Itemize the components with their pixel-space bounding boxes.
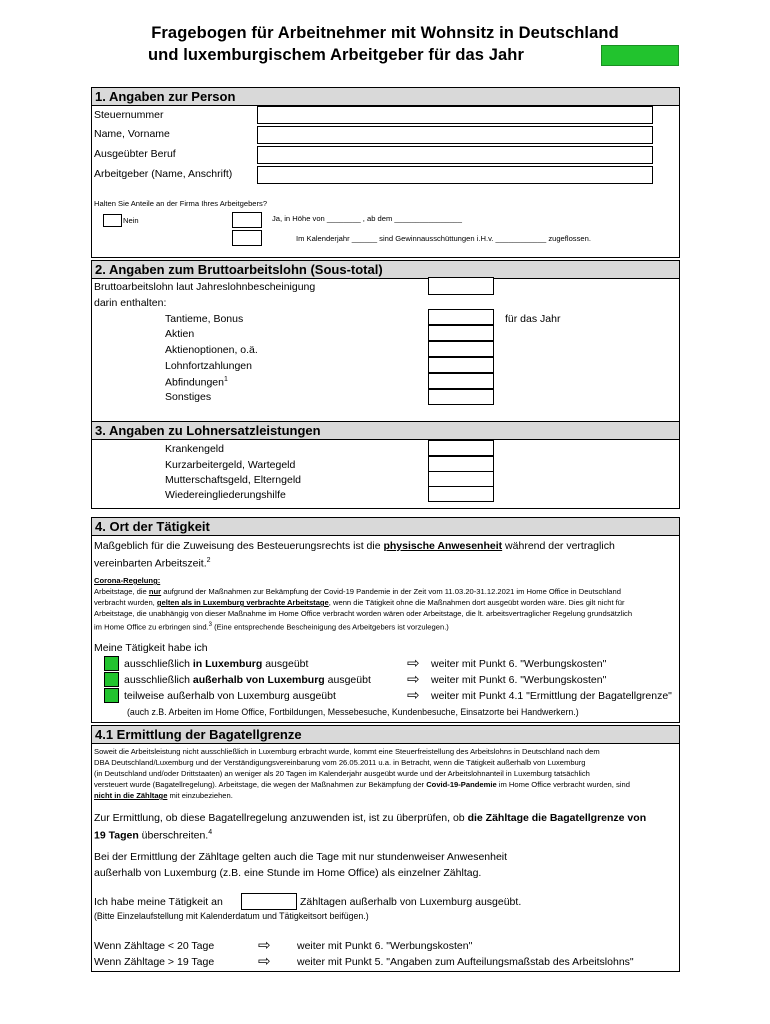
brutto-label: Bruttoarbeitslohn laut Jahreslohnbescheinigung <box>94 281 316 293</box>
bagatell-text-line5: nicht in die Zähltage mit einzubeziehen. <box>94 791 233 800</box>
fuer-das-jahr-label: für das Jahr <box>505 313 561 325</box>
sonstiges-label: Sonstiges <box>165 391 212 403</box>
right-arrow-icon: ⇨ <box>258 937 271 954</box>
massgeblich-line2: vereinbarten Arbeitszeit.$^2$ <box>94 557 211 570</box>
ermittlung-line1: Zur Ermittlung, ob diese Bagatellregelung anzuwenden ist, ist zu überprüfen, ob die Zähltage die Bagatellgrenze von <box>94 812 647 824</box>
beruf-field[interactable] <box>257 146 653 164</box>
zaehltage-field[interactable] <box>241 893 297 910</box>
steuernummer-label: Steuernummer <box>94 109 164 121</box>
bagatell-text-line3: (in Deutschland und/oder Drittstaaten) an weniger als 20 Tagen im Kalenderjahr ausgeübt wurde und der Arbeitslohnanteil in Luxemburg tatsächlich <box>94 769 590 778</box>
right-arrow-icon: ⇨ <box>258 953 271 970</box>
lohnfortzahlungen-field[interactable] <box>428 357 494 373</box>
nein-label: Nein <box>123 216 139 225</box>
meine-taetigkeit-label: Meine Tätigkeit habe ich <box>94 642 208 654</box>
corona-line3: Arbeitstage, die unabhängig von dieser Maßnahme im Home Office verbracht worden wären oder Arbeitstage, die lt. arbeitsvertraglicher Regelung grundsätzlich <box>94 609 633 618</box>
krankengeld-label: Krankengeld <box>165 443 224 455</box>
wiedereingliederung-field[interactable] <box>428 486 494 502</box>
wenn-groesser-19: Wenn Zähltage > 19 Tage <box>94 956 215 968</box>
aktien-field[interactable] <box>428 325 494 341</box>
bagatell-text-line2: DBA Deutschland/Luxemburg und der Verständigungsvereinbarung vom 26.05.2011 u.a. in Betracht, wenn die Tätigkeit außerhalb von Luxemburg <box>94 758 586 767</box>
stundenweise-line1: Bei der Ermittlung der Zähltage gelten auch die Tage mit nur stundenweiser Anwesenheit <box>94 851 508 863</box>
tantieme-label: Tantieme, Bonus <box>165 313 244 325</box>
kurzarbeitergeld-label: Kurzarbeitergeld, Wartegeld <box>165 459 296 471</box>
stundenweise-line2: außerhalb von Luxemburg (z.B. eine Stunde im Home Office) als einzelner Zähltag. <box>94 867 482 879</box>
arbeitgeber-label: Arbeitgeber (Name, Anschrift) <box>94 168 233 180</box>
option-teilweise-label: teilweise außerhalb von Luxemburg ausgeübt <box>124 690 336 702</box>
ermittlung-line2: 19 Tagen überschreiten.$^4$ <box>94 829 213 842</box>
section-ort-header: 4. Ort der Tätigkeit <box>92 518 679 536</box>
name-label: Name, Vorname <box>94 128 170 140</box>
section-person-header: 1. Angaben zur Person <box>92 88 679 106</box>
corona-line4: im Home Office zu erbringen sind.$^3$ (Eine entsprechende Bescheinigung des Arbeitgebers ist vorzulegen.) <box>94 622 449 632</box>
bagatell-text-line1: Soweit die Arbeitsleistung nicht ausschließlich in Luxemburg erbracht wurde, kommt eine Steuerfreistellung des Arbeitslohns in Deutschland nach dem <box>94 747 600 756</box>
section-brutto-header: 2. Angaben zum Bruttoarbeitslohn (Sous-total) <box>92 261 679 279</box>
name-field[interactable] <box>257 126 653 144</box>
massgeblich-line1: Maßgeblich für die Zuweisung des Besteuerungsrechts ist die physische Anwesenheit während der vertraglich <box>94 540 615 552</box>
weiter-werbungskosten: weiter mit Punkt 6. "Werbungskosten" <box>297 940 473 952</box>
kalenderjahr-line: Im Kalenderjahr ______ sind Gewinnausschüttungen i.H.v. ____________ zugeflossen. <box>296 234 591 243</box>
option-luxemburg-label: ausschließlich in Luxemburg ausgeübt <box>124 658 309 670</box>
right-arrow-icon: ⇨ <box>407 687 420 704</box>
form-title-line1: Fragebogen für Arbeitnehmer mit Wohnsitz in Deutschland <box>151 24 619 42</box>
einzelaufstellung-note: (Bitte Einzelaufstellung mit Kalenderdatum und Tätigkeitsort beifügen.) <box>94 911 369 921</box>
wenn-kleiner-20: Wenn Zähltage < 20 Tage <box>94 940 215 952</box>
result-luxemburg: weiter mit Punkt 6. "Werbungskosten" <box>431 658 607 670</box>
aktienoptionen-label: Aktienoptionen, o.ä. <box>165 344 258 356</box>
aktien-label: Aktien <box>165 328 195 340</box>
bagatell-text-line4: versteuert wurde (Bagatellregelung). Arbeitstage, die wegen der Maßnahmen zur Bekämpfung der Covid-19-Pandemie im Home Office verbracht wurden, sind <box>94 780 630 789</box>
weiter-aufteilung: weiter mit Punkt 5. "Angaben zum Aufteilungsmaßstab des Arbeitslohns" <box>297 956 634 968</box>
darin-label: darin enthalten: <box>94 297 167 309</box>
nein-checkbox[interactable] <box>103 214 122 227</box>
aktienoptionen-field[interactable] <box>428 341 494 357</box>
corona-line1: Arbeitstage, die nur aufgrund der Maßnahmen zur Bekämpfung der Covid-19 Pandemie in der Zeit vom 11.03.20-31.12.2021 im Home Office in Deutschland <box>94 587 621 596</box>
kurzarbeitergeld-field[interactable] <box>428 456 494 472</box>
option-ausserhalb-label: ausschließlich außerhalb von Luxemburg ausgeübt <box>124 674 371 686</box>
zaehltage-label-a: Ich habe meine Tätigkeit an <box>94 896 223 908</box>
mutterschaftsgeld-field[interactable] <box>428 471 494 487</box>
abfindungen-field[interactable] <box>428 373 494 389</box>
ja-checkbox[interactable] <box>232 212 262 228</box>
lohnfortzahlungen-label: Lohnfortzahlungen <box>165 360 252 372</box>
mutterschaftsgeld-label: Mutterschaftsgeld, Elterngeld <box>165 474 301 486</box>
year-field[interactable] <box>601 45 679 66</box>
corona-line2: verbracht wurden, gelten als in Luxemburg verbrachte Arbeitstage, wenn die Tätigkeit ohne die Maßnahmen dort ausgeübt worden wäre. Dies gilt nicht für <box>94 598 625 607</box>
result-ausserhalb: weiter mit Punkt 6. "Werbungskosten" <box>431 674 607 686</box>
beruf-label: Ausgeübter Beruf <box>94 148 176 160</box>
arbeitgeber-field[interactable] <box>257 166 653 184</box>
right-arrow-icon: ⇨ <box>407 671 420 688</box>
ja-line: Ja, in Höhe von ________ , ab dem ________________ <box>272 214 463 223</box>
option-ausserhalb-checkbox[interactable] <box>104 672 119 687</box>
brutto-field[interactable] <box>428 277 494 295</box>
gewinn-checkbox[interactable] <box>232 230 262 246</box>
sonstiges-field[interactable] <box>428 389 494 405</box>
steuernummer-field[interactable] <box>257 106 653 124</box>
section-lohnersatz-header: 3. Angaben zu Lohnersatzleistungen <box>92 422 679 440</box>
anteile-question: Halten Sie Anteile an der Firma Ihres Arbeitgebers? <box>94 199 268 208</box>
tantieme-field[interactable] <box>428 309 494 325</box>
note-examples: (auch z.B. Arbeiten im Home Office, Fortbildungen, Messebesuche, Kundenbesuche, Einsatzorte bei Handwerkern.) <box>127 707 579 717</box>
option-luxemburg-checkbox[interactable] <box>104 656 119 671</box>
result-teilweise: weiter mit Punkt 4.1 "Ermittlung der Bagatellgrenze" <box>431 690 672 702</box>
corona-heading: Corona-Regelung: <box>94 576 161 585</box>
option-teilweise-checkbox[interactable] <box>104 688 119 703</box>
krankengeld-field[interactable] <box>428 440 494 456</box>
wiedereingliederung-label: Wiedereingliederungshilfe <box>165 489 286 501</box>
zaehltage-label-b: Zähltagen außerhalb von Luxemburg ausgeübt. <box>300 896 522 908</box>
form-title-line2: und luxemburgischem Arbeitgeber für das Jahr <box>147 46 525 64</box>
abfindungen-label: Abfindungen$^1$ <box>165 376 228 389</box>
right-arrow-icon: ⇨ <box>407 655 420 672</box>
section-bagatell-header: 4.1 Ermittlung der Bagatellgrenze <box>92 726 679 744</box>
